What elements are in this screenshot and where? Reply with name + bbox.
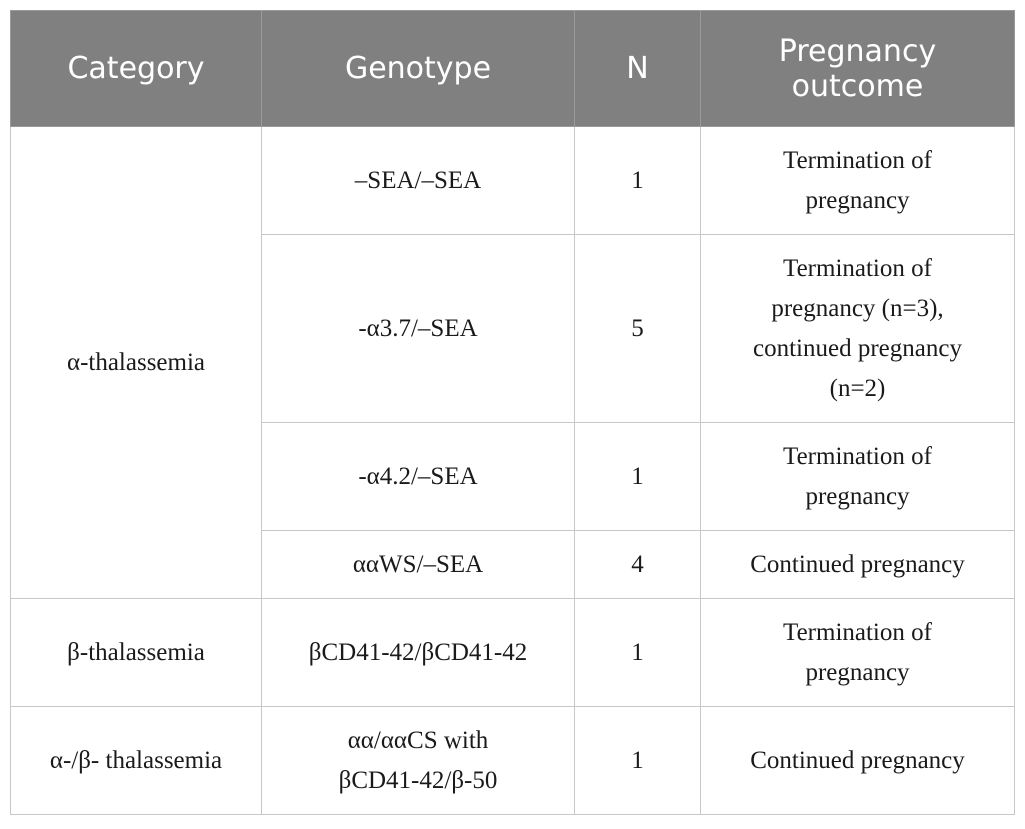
n-cell: 4 <box>575 531 701 599</box>
n-cell: 1 <box>575 127 701 235</box>
n-cell: 1 <box>575 599 701 707</box>
outcome-cell: Continued pregnancy <box>701 707 1015 815</box>
outcome-cell <box>701 599 1015 707</box>
n-cell: 1 <box>575 423 701 531</box>
header-n: N <box>575 11 701 127</box>
header-outcome-line: outcome <box>791 68 924 104</box>
outcome-line: pregnancy <box>805 658 910 686</box>
outcome-cell <box>701 423 1015 531</box>
outcome-cell <box>701 235 1015 423</box>
outcome-cell <box>701 127 1015 235</box>
outcome-line: (n=2) <box>829 374 886 402</box>
outcome-line: Termination of <box>783 442 932 470</box>
outcome-line: Termination of <box>783 254 932 282</box>
outcome-line: continued pregnancy <box>753 334 962 362</box>
genotype-cell: -α4.2/–SEA <box>262 423 575 531</box>
header-genotype: Genotype <box>262 11 575 127</box>
header-outcome-line: Pregnancy <box>778 33 937 69</box>
genotype-cell: –SEA/–SEA <box>262 127 575 235</box>
genotype-cell: ααWS/–SEA <box>262 531 575 599</box>
table-body <box>11 127 1015 815</box>
outcome-line: pregnancy <box>805 482 910 510</box>
outcome-cell: Continued pregnancy <box>701 531 1015 599</box>
genotype-line: αα/ααCS with <box>347 726 489 754</box>
table-row <box>11 599 1015 707</box>
category-cell: α-thalassemia <box>11 127 262 599</box>
outcome-line: Termination of <box>783 146 932 174</box>
table-row <box>11 127 1015 235</box>
category-cell: α-/β- thalassemia <box>11 707 262 815</box>
genotype-cell: -α3.7/–SEA <box>262 235 575 423</box>
outcome-line: pregnancy (n=3), <box>771 294 944 322</box>
header-pregnancy-outcome <box>701 11 1015 127</box>
genotype-cell: βCD41-42/βCD41-42 <box>262 599 575 707</box>
table-header <box>11 11 1015 127</box>
outcome-line: Termination of <box>783 618 932 646</box>
genotype-line: βCD41-42/β-50 <box>338 766 498 794</box>
n-cell: 5 <box>575 235 701 423</box>
table-row <box>11 707 1015 815</box>
header-row <box>11 11 1015 127</box>
n-cell: 1 <box>575 707 701 815</box>
outcome-line: pregnancy <box>805 186 910 214</box>
header-category: Category <box>11 11 262 127</box>
category-cell: β-thalassemia <box>11 599 262 707</box>
genotype-outcome-table <box>10 10 1015 815</box>
genotype-cell <box>262 707 575 815</box>
